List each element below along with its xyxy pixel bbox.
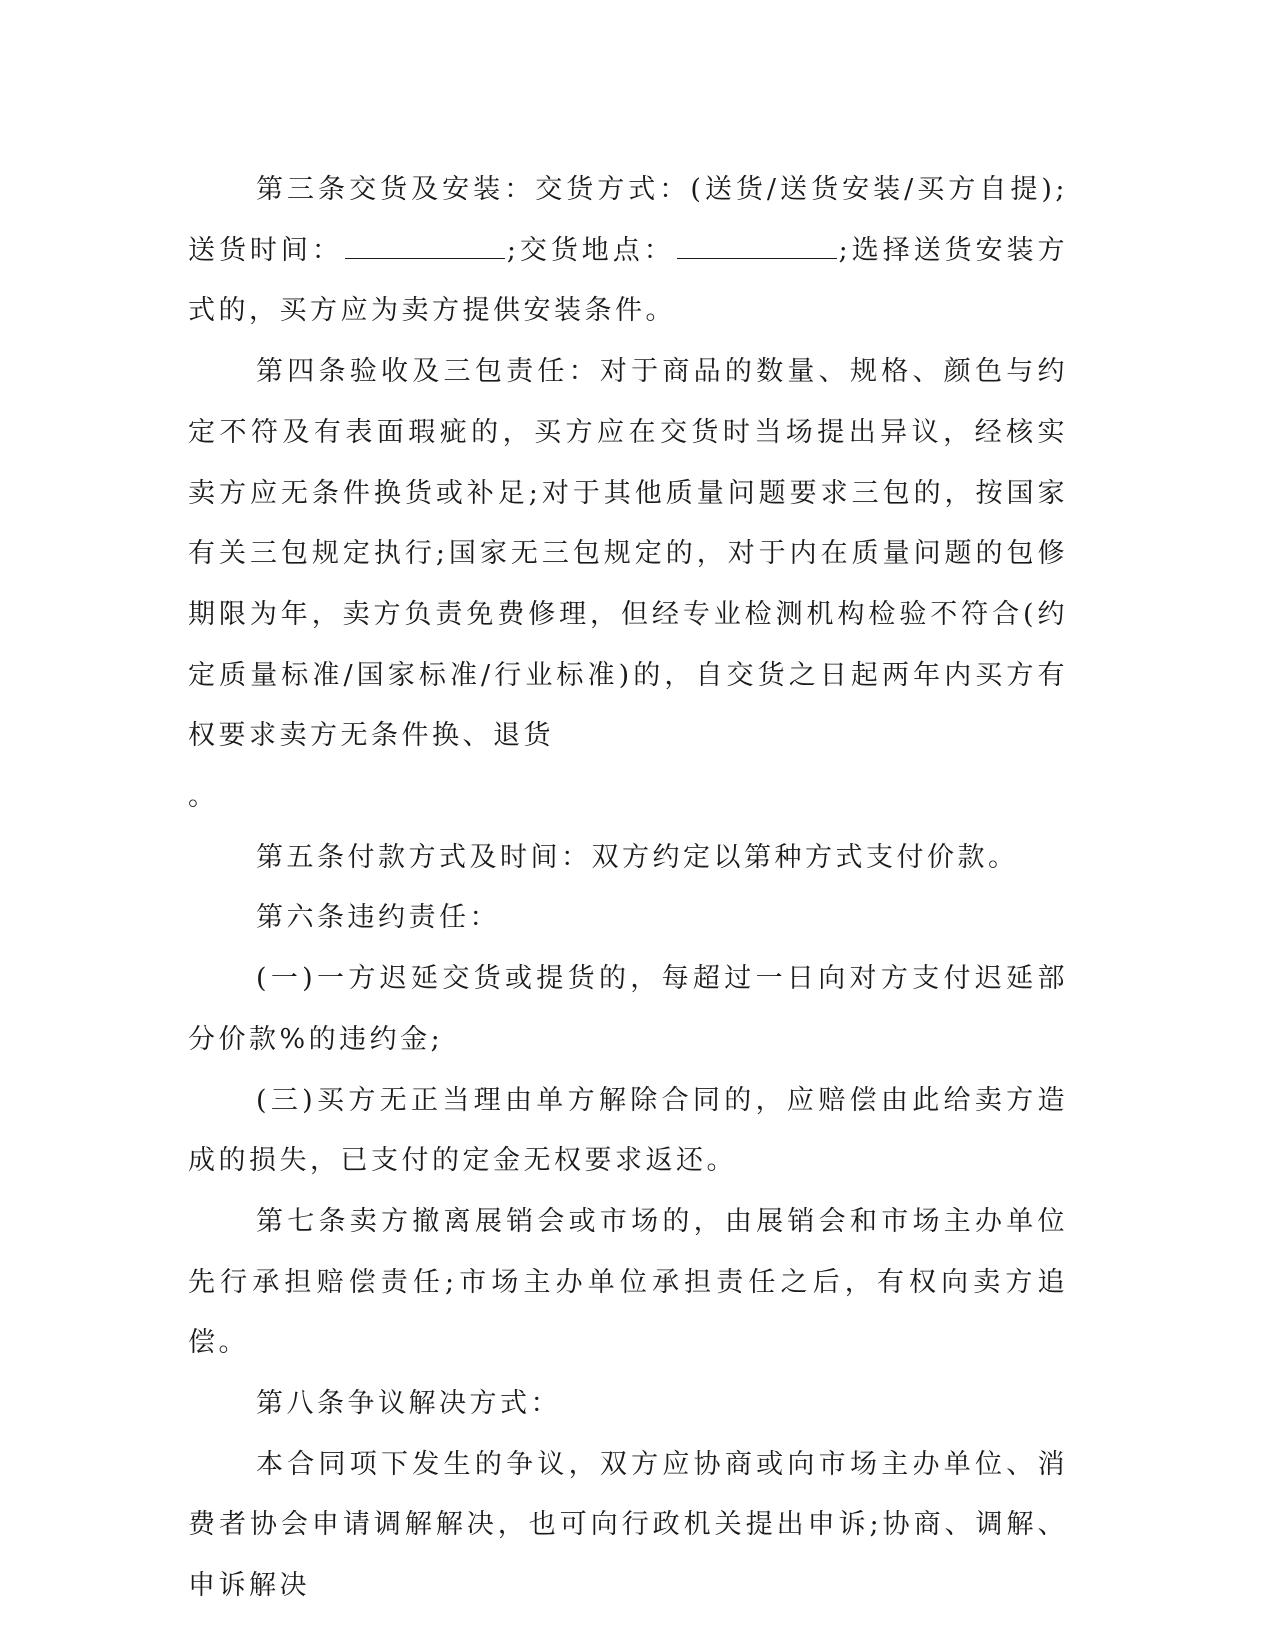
article-6-clause-3: (三)买方无正当理由单方解除合同的，应赔偿由此给卖方造成的损失，已支付的定金无权要求返还。 <box>188 1084 1068 1177</box>
article-8-heading: 第八条争议解决方式： <box>256 1388 561 1420</box>
article-6-heading: 第六条违约责任： <box>256 902 500 934</box>
document-body <box>188 160 1068 1617</box>
article-4-paragraph: 第四条验收及三包责任：对于商品的数量、规格、颜色与约定不符及有表面瑕疵的，买方应在交货时当场提出异议，经核实卖方应无条件换货或补足;对于其他质量问题要求三包的，按国家有关三包规定执行;国家无三包规定的，对于内在质量问题的包修期限为年，卖方负责免费修理，但经专业检测机构检验不符合(约定质量标准/国家标准/行业标准)的，自交货之日起两年内买方有权要求卖方无条件换、退货 <box>188 356 1068 752</box>
article-4-tail: 。 <box>188 781 219 813</box>
delivery-time-blank <box>345 236 505 259</box>
article-3-text-1: 第三条交货及安装：交货方式：(送货/送货安装/买方自提);送货时间： <box>188 174 1068 266</box>
article-3-paragraph <box>188 160 1068 342</box>
article-6-clause-1: (一)一方迟延交货或提货的，每超过一日向对方支付迟延部分价款%的违约金; <box>188 963 1068 1055</box>
article-3-text-3: ;选择送货安装方式的，买方应为卖方提供安装条件。 <box>188 234 1068 327</box>
article-7-paragraph: 第七条卖方撤离展销会或市场的，由展销会和市场主办单位先行承担赔偿责任;市场主办单位承担责任之后，有权向卖方追偿。 <box>188 1205 1068 1359</box>
article-3-text-2: ;交货地点： <box>506 234 675 266</box>
article-5-paragraph: 第五条付款方式及时间：双方约定以第种方式支付价款。 <box>256 841 1019 873</box>
delivery-location-blank <box>677 236 837 259</box>
article-8-body: 本合同项下发生的争议，双方应协商或向市场主办单位、消费者协会申请调解解决，也可向行政机关提出申诉;协商、调解、申诉解决 <box>188 1448 1068 1602</box>
